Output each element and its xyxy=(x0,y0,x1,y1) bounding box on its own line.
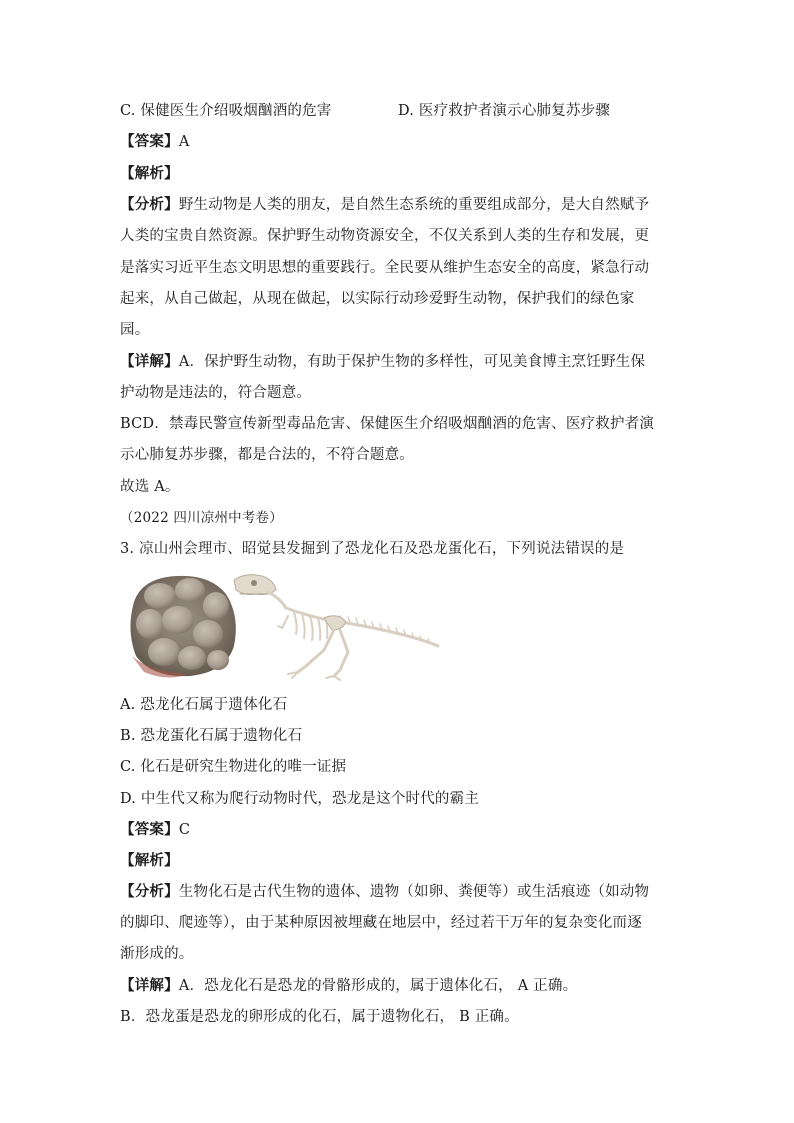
analysis-tag-q3: 【解析】 xyxy=(120,852,179,869)
answer-tag: 【答案】 xyxy=(120,133,179,150)
answer-line-q3 xyxy=(120,820,190,840)
analysis-tag-prev: 【解析】 xyxy=(120,165,179,182)
detail-line-2: 护动物是违法的，符合题意。 xyxy=(120,385,312,401)
fossil-figure xyxy=(128,572,440,684)
question-source: （2022 四川凉州中考卷） xyxy=(120,510,283,526)
detail-q3-line-2: B．恐龙蛋是恐龙的卵形成的化石，属于遗物化石， B 正确。 xyxy=(120,1009,519,1025)
answer-value: A xyxy=(178,134,190,150)
option-a: A. 恐龙化石属于遗体化石 xyxy=(120,697,288,713)
detail-line-5: 故选 A。 xyxy=(120,479,180,495)
fenxi-q3-line-1 xyxy=(120,882,649,902)
detail-tag: 【详解】 xyxy=(120,977,179,994)
answer-value: C xyxy=(178,822,191,838)
answer-line-prev xyxy=(120,132,189,152)
fenxi-line-4: 起来，从自己做起，从现在做起，以实际行动珍爱野生动物，保护我们的绿色家 xyxy=(120,291,635,307)
detail-line-4: 示心肺复苏步骤，都是合法的，不符合题意。 xyxy=(120,447,414,463)
answer-tag: 【答案】 xyxy=(120,821,179,838)
detail-text: A．恐龙化石是恐龙的骨骼形成的，属于遗体化石， A 正确。 xyxy=(178,978,578,994)
detail-tag: 【详解】 xyxy=(120,353,179,370)
fenxi-line-3: 是落实习近平生态文明思想的重要践行。全民要从维护生态安全的高度，紧急行动 xyxy=(120,260,650,276)
option-b: B. 恐龙蛋化石属于遗物化石 xyxy=(120,728,303,744)
option-d: D. 中生代又称为爬行动物时代，恐龙是这个时代的霸主 xyxy=(120,791,480,807)
fenxi-line-1 xyxy=(120,195,649,215)
option-c-prev: C. 保健医生介绍吸烟酗酒的危害 xyxy=(120,103,332,119)
option-d-prev: D. 医疗救护者演示心肺复苏步骤 xyxy=(398,103,611,119)
fenxi-q3-line-3: 渐形成的。 xyxy=(120,946,194,962)
option-c: C. 化石是研究生物进化的唯一证据 xyxy=(120,759,347,775)
detail-line-1 xyxy=(120,352,645,372)
dinosaur-skeleton-image xyxy=(234,575,438,680)
fenxi-line-2: 人类的宝贵自然资源。保护野生动物资源安全，不仅关系到人类的生存和发展，更 xyxy=(120,228,650,244)
fenxi-tag: 【分析】 xyxy=(120,196,179,213)
detail-line-3: BCD．禁毒民警宣传新型毒品危害、保健医生介绍吸烟酗酒的危害、医疗救护者演 xyxy=(120,416,655,432)
fenxi-q3-line-2: 的脚印、爬迹等），由于某种原因被埋藏在地层中，经过若干万年的复杂变化而逐 xyxy=(120,915,642,931)
fenxi-line-5: 园。 xyxy=(120,322,150,338)
fenxi-text: 野生动物是人类的朋友，是自然生态系统的重要组成部分，是大自然赋予 xyxy=(178,197,650,213)
dinosaur-egg-fossil-image xyxy=(130,576,235,678)
detail-text: A．保护野生动物，有助于保护生物的多样性，可见美食博主烹饪野生保 xyxy=(178,354,646,370)
question-stem: 3. 凉山州会理市、昭觉县发掘到了恐龙化石及恐龙蛋化石，下列说法错误的是 xyxy=(120,541,625,557)
fenxi-tag: 【分析】 xyxy=(120,883,179,900)
fenxi-text: 生物化石是古代生物的遗体、遗物（如卵、粪便等）或生活痕迹（如动物 xyxy=(178,884,650,900)
detail-q3-line-1 xyxy=(120,976,577,996)
